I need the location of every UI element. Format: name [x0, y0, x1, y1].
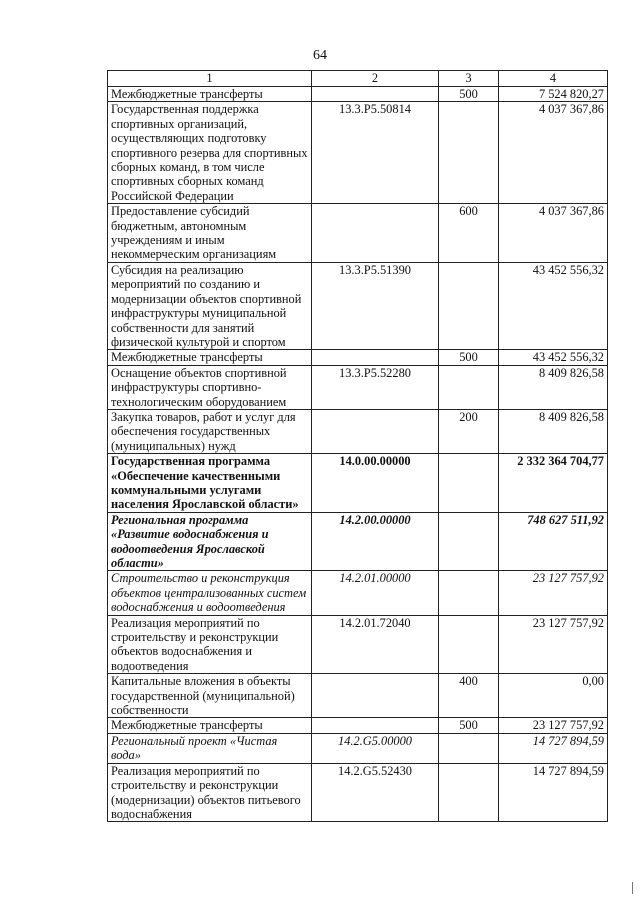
row-expense-type: [439, 102, 499, 204]
table-row: [108, 674, 608, 718]
header-col-2: 2: [312, 71, 439, 87]
header-col-3: 3: [439, 71, 499, 87]
row-amount: 748 627 511,92: [499, 512, 608, 571]
row-expense-type: [439, 733, 499, 763]
row-name: Закупка товаров, работ и услуг для обеспечения государственных (муниципальных) нужд: [108, 409, 312, 453]
table-row: [108, 763, 608, 822]
row-amount: 23 127 757,92: [499, 718, 608, 733]
row-name: Реализация мероприятий по строительству и реконструкции объектов водоснабжения и водоотведения: [108, 615, 312, 674]
table-row: [108, 102, 608, 204]
row-amount: 14 727 894,59: [499, 763, 608, 822]
row-expense-type: [439, 571, 499, 615]
budget-table: [107, 70, 608, 822]
row-code: [312, 409, 439, 453]
table-row: [108, 262, 608, 349]
row-name: Капитальные вложения в объекты государственной (муниципальной) собственности: [108, 674, 312, 718]
table-row: [108, 350, 608, 365]
page-number: 64: [313, 48, 327, 63]
row-code: 14.0.00.00000: [312, 454, 439, 513]
row-code: [312, 204, 439, 263]
table-row: [108, 718, 608, 733]
row-name: Межбюджетные трансферты: [108, 350, 312, 365]
row-code: [312, 718, 439, 733]
header-col-1: 1: [108, 71, 312, 87]
header-col-4: 4: [499, 71, 608, 87]
row-expense-type: 500: [439, 718, 499, 733]
row-code: 14.2.G5.52430: [312, 763, 439, 822]
row-code: 13.3.P5.52280: [312, 365, 439, 409]
row-amount: 0,00: [499, 674, 608, 718]
row-amount: 2 332 364 704,77: [499, 454, 608, 513]
row-expense-type: [439, 615, 499, 674]
row-name: Региональный проект «Чистая вода»: [108, 733, 312, 763]
row-name: Государственная программа «Обеспечение качественными коммунальными услугами населения Ярославской области»: [108, 454, 312, 513]
row-code: [312, 350, 439, 365]
row-name: Предоставление субсидий бюджетным, автономным учреждениям и иным некоммерческим организациям: [108, 204, 312, 263]
row-name: Государственная поддержка спортивных организаций, осуществляющих подготовку спортивного резерва для спортивных сборных команд, в том числе спортивных сборных команд Российской Федерации: [108, 102, 312, 204]
row-code: 14.2.01.00000: [312, 571, 439, 615]
row-expense-type: 200: [439, 409, 499, 453]
row-amount: 7 524 820,27: [499, 87, 608, 102]
row-expense-type: [439, 454, 499, 513]
row-amount: 4 037 367,86: [499, 102, 608, 204]
row-amount: 8 409 826,58: [499, 409, 608, 453]
row-amount: 23 127 757,92: [499, 571, 608, 615]
row-expense-type: [439, 262, 499, 349]
row-name: Оснащение объектов спортивной инфраструктуры спортивно-технологическим оборудованием: [108, 365, 312, 409]
row-expense-type: 600: [439, 204, 499, 263]
row-code: 14.2.01.72040: [312, 615, 439, 674]
row-expense-type: [439, 763, 499, 822]
row-name: Региональная программа «Развитие водоснабжения и водоотведения Ярославской области»: [108, 512, 312, 571]
table-row: [108, 615, 608, 674]
row-code: 13.3.P5.50814: [312, 102, 439, 204]
row-code: [312, 674, 439, 718]
row-code: 14.2.G5.00000: [312, 733, 439, 763]
row-name: Реализация мероприятий по строительству и реконструкции (модернизации) объектов питьевого водоснабжения: [108, 763, 312, 822]
row-amount: 14 727 894,59: [499, 733, 608, 763]
row-amount: 4 037 367,86: [499, 204, 608, 263]
row-expense-type: [439, 512, 499, 571]
row-amount: 43 452 556,32: [499, 350, 608, 365]
row-code: [312, 87, 439, 102]
table-row: [108, 571, 608, 615]
row-expense-type: 500: [439, 350, 499, 365]
row-amount: 43 452 556,32: [499, 262, 608, 349]
table-row: [108, 365, 608, 409]
row-amount: 23 127 757,92: [499, 615, 608, 674]
row-name: Межбюджетные трансферты: [108, 718, 312, 733]
row-code: 14.2.00.00000: [312, 512, 439, 571]
table-row: [108, 204, 608, 263]
table-row: [108, 512, 608, 571]
row-code: 13.3.P5.51390: [312, 262, 439, 349]
table-body: [108, 87, 608, 822]
table-row: [108, 87, 608, 102]
row-expense-type: 500: [439, 87, 499, 102]
row-amount: 8 409 826,58: [499, 365, 608, 409]
row-expense-type: 400: [439, 674, 499, 718]
row-expense-type: [439, 365, 499, 409]
row-name: Межбюджетные трансферты: [108, 87, 312, 102]
table-header-row: [108, 71, 608, 87]
table-row: [108, 454, 608, 513]
table-row: [108, 409, 608, 453]
table-row: [108, 733, 608, 763]
scan-edge-mark: [632, 882, 633, 894]
row-name: Субсидия на реализацию мероприятий по созданию и модернизации объектов спортивной инфраструктуры муниципальной собственности для занятий физической культурой и спортом: [108, 262, 312, 349]
row-name: Строительство и реконструкция объектов централизованных систем водоснабжения и водоотведения: [108, 571, 312, 615]
